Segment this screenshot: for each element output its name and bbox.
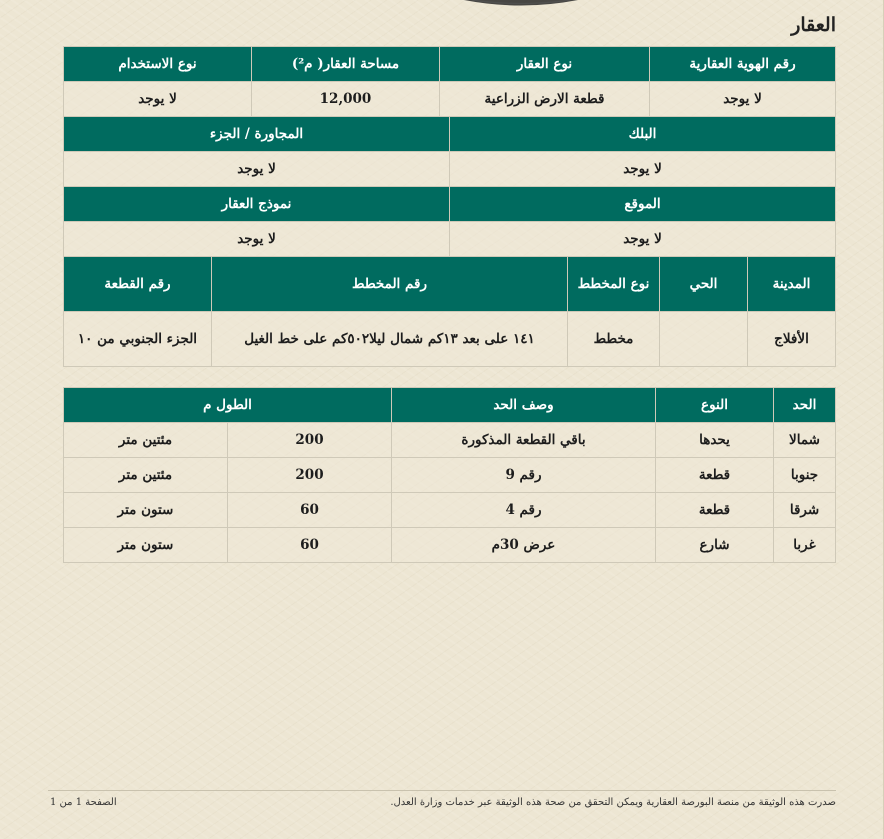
table-header-row [64, 388, 836, 423]
boundary-length: 200 [228, 458, 392, 493]
boundary-length: 200 [228, 423, 392, 458]
value-city: الأفلاج [748, 312, 836, 367]
table-row [64, 493, 836, 528]
footer-page-number: الصفحة 1 من 1 [50, 797, 117, 808]
boundary-length-text: ستون متر [64, 528, 228, 563]
value-plan-type: مخطط [568, 312, 660, 367]
header-boundary-length: الطول م [64, 388, 392, 423]
header-property-type: نوع العقار [440, 47, 650, 82]
table-header-row [64, 117, 836, 152]
table-row [64, 528, 836, 563]
value-plan-number: ١٤١ على بعد ١٣كم شمال ليلا٥٠٢كم على خط الغيل [212, 312, 568, 367]
header-boundary-type: النوع [656, 388, 774, 423]
value-property-area: 12,000 [252, 82, 440, 117]
boundary-length-text: مئتين متر [64, 458, 228, 493]
table-row [64, 82, 836, 117]
seal-stamp-fragment [462, 0, 580, 7]
section-title: العقار [791, 14, 836, 36]
value-plot-number: الجزء الجنوبي من ١٠ [64, 312, 212, 367]
boundary-description: رقم 4 [392, 493, 656, 528]
header-boundary-side: الحد [774, 388, 836, 423]
boundary-type: قطعة [656, 493, 774, 528]
boundary-length: 60 [228, 528, 392, 563]
header-plan-number: رقم المخطط [212, 257, 568, 312]
value-block: لا يوجد [450, 152, 836, 187]
boundary-side: شمالا [774, 423, 836, 458]
value-property-type: قطعة الارض الزراعية [440, 82, 650, 117]
value-district [660, 312, 748, 367]
header-neighborhood-part: المجاورة / الجزء [64, 117, 450, 152]
header-property-id: رقم الهوية العقارية [650, 47, 836, 82]
header-property-area: مساحة العقار( م²) [252, 47, 440, 82]
boundary-length-text: مئتين متر [64, 423, 228, 458]
header-plan-type: نوع المخطط [568, 257, 660, 312]
value-property-model: لا يوجد [64, 222, 450, 257]
header-block: البلك [450, 117, 836, 152]
location-info-table [63, 186, 836, 257]
boundary-type: شارع [656, 528, 774, 563]
property-info-table [63, 46, 836, 117]
table-header-row [64, 47, 836, 82]
boundary-side: غربا [774, 528, 836, 563]
value-location: لا يوجد [450, 222, 836, 257]
boundary-length-text: ستون متر [64, 493, 228, 528]
table-row [64, 312, 836, 367]
value-property-id: لا يوجد [650, 82, 836, 117]
header-usage-type: نوع الاستخدام [64, 47, 252, 82]
header-plot-number: رقم القطعة [64, 257, 212, 312]
table-header-row [64, 187, 836, 222]
footer-divider [48, 790, 836, 791]
header-location: الموقع [450, 187, 836, 222]
table-header-row [64, 257, 836, 312]
boundaries-table [63, 387, 836, 563]
block-info-table [63, 116, 836, 187]
boundary-side: شرقا [774, 493, 836, 528]
boundary-type: يحدها [656, 423, 774, 458]
table-row [64, 152, 836, 187]
value-usage-type: لا يوجد [64, 82, 252, 117]
boundary-length: 60 [228, 493, 392, 528]
header-property-model: نموذج العقار [64, 187, 450, 222]
boundary-description: رقم 9 [392, 458, 656, 493]
header-boundary-description: وصف الحد [392, 388, 656, 423]
plan-info-table [63, 256, 836, 367]
boundary-side: جنوبا [774, 458, 836, 493]
header-district: الحي [660, 257, 748, 312]
table-row [64, 222, 836, 257]
value-neighborhood-part: لا يوجد [64, 152, 450, 187]
boundary-type: قطعة [656, 458, 774, 493]
footer-verification-note: صدرت هذه الوثيقة من منصة البورصة العقارية ويمكن التحقق من صحة هذه الوثيقة عبر خدمات وزارة العدل. [390, 797, 836, 808]
table-row [64, 423, 836, 458]
table-row [64, 458, 836, 493]
boundary-description: باقي القطعة المذكورة [392, 423, 656, 458]
header-city: المدينة [748, 257, 836, 312]
boundary-description: عرض 30م [392, 528, 656, 563]
